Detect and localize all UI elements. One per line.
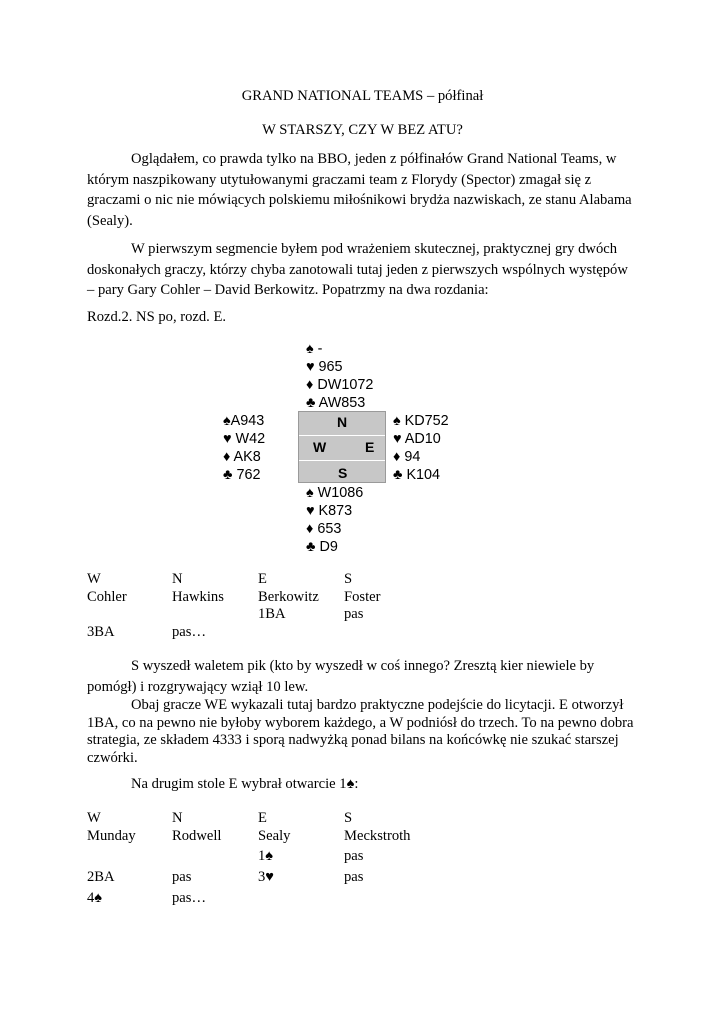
east-hearts: ♥ AD10 [393, 431, 441, 447]
bid-header: W [87, 810, 101, 826]
player-name: Meckstroth [344, 828, 411, 844]
paragraph-intro-1 [87, 149, 647, 231]
text-line: którym naszpikowany utytułowanymi graczami team z Florydy (Spector) zmagał się z [87, 171, 592, 188]
west-hearts: ♥ W42 [223, 431, 266, 447]
paragraph-commentary-3: Na drugim stole E wybrał otwarcie 1♠: [131, 776, 359, 792]
compass-box [298, 411, 386, 483]
player-name: Sealy [258, 828, 291, 844]
bid-cell: 1♠ [258, 848, 274, 864]
south-hand [306, 484, 363, 556]
north-diamonds: ♦ DW1072 [306, 377, 374, 393]
bid-cell: pas [344, 869, 364, 885]
west-diamonds: ♦ AK8 [223, 449, 261, 465]
text-line: (Sealy). [87, 212, 133, 229]
bid-cell: 2BA [87, 869, 115, 885]
compass-north: N [337, 414, 348, 430]
north-spades: ♠ - [306, 341, 323, 357]
west-clubs: ♣ 762 [223, 467, 261, 483]
south-hearts: ♥ K873 [306, 503, 353, 519]
text-line: strategia, ze składem 4333 i sporą nadwyżką ponad bilans na końcówkę nie szukać starszej [87, 732, 619, 748]
text-line: czwórki. [87, 749, 138, 766]
text-line: W pierwszym segmencie byłem pod wrażeniem skutecznej, praktycznej gry dwóch [131, 241, 618, 257]
text-line: 1BA, co na pewno nie byłoby wyborem każdego, a W podniósł do trzech. To na pewno dobra [87, 714, 634, 731]
north-hearts: ♥ 965 [306, 359, 343, 375]
player-name: Rodwell [172, 828, 222, 844]
compass-south: S [338, 465, 348, 481]
north-hand [306, 340, 373, 412]
east-hand [393, 412, 449, 484]
bid-header: E [258, 810, 267, 826]
bid-header: W [87, 571, 101, 587]
bid-header: E [258, 571, 267, 587]
compass-east: E [365, 439, 375, 455]
player-name: Munday [87, 828, 136, 844]
text-line: S wyszedł waletem pik (kto by wyszedł w coś innego? Zresztą kier niewiele by [131, 658, 595, 674]
west-spades: ♠A943 [223, 413, 265, 429]
bid-header: S [344, 810, 353, 826]
player-name: Cohler [87, 589, 127, 605]
bid-cell: pas [344, 848, 364, 864]
compass-west: W [313, 439, 327, 455]
player-name: Foster [344, 589, 381, 605]
west-hand [223, 412, 265, 484]
bid-header: S [344, 571, 353, 587]
bid-cell: pas [344, 606, 364, 622]
bid-cell: pas… [172, 890, 207, 906]
south-clubs: ♣ D9 [306, 539, 338, 555]
player-name: Berkowitz [258, 589, 319, 605]
bid-cell: pas… [172, 624, 207, 640]
bid-header: N [172, 810, 183, 826]
paragraph-intro-2 [87, 239, 647, 301]
page-title: GRAND NATIONAL TEAMS – półfinał [241, 88, 484, 104]
paragraph-commentary-2 [87, 697, 647, 767]
south-diamonds: ♦ 653 [306, 521, 342, 537]
text-line: Obaj gracze WE wykazali tutaj bardzo praktyczne podejście do licytacji. E otworzył [131, 697, 624, 713]
east-clubs: ♣ K104 [393, 467, 441, 483]
bid-cell: 1BA [258, 606, 286, 622]
page-subtitle: W STARSZY, CZY W BEZ ATU? [262, 122, 463, 138]
south-spades: ♠ W1086 [306, 485, 364, 501]
text-line: graczami o nic nie mówiących polskiemu miłośnikowi brydża nazwiskach, ze stanu Alabama [87, 192, 632, 208]
text-line: doskonałych graczy, którzy chyba zanotowali tutaj jeden z pierwszych wspólnych występów [87, 261, 628, 278]
player-name: Hawkins [172, 589, 224, 605]
bid-cell: 4♠ [87, 890, 103, 906]
east-diamonds: ♦ 94 [393, 449, 421, 465]
deal-label: Rozd.2. NS po, rozd. E. [87, 309, 227, 325]
bid-cell: 3♥ [258, 869, 274, 885]
text-line: – pary Gary Cohler – David Berkowitz. Popatrzmy na dwa rozdania: [87, 282, 489, 298]
north-clubs: ♣ AW853 [306, 395, 366, 411]
text-line: pomógł) i rozgrywający wziął 10 lew. [87, 678, 309, 695]
bid-cell: pas [172, 869, 192, 885]
paragraph-commentary-1 [87, 656, 647, 697]
east-spades: ♠ KD752 [393, 413, 449, 429]
bid-cell: 3BA [87, 624, 115, 640]
text-line: Oglądałem, co prawda tylko na BBO, jeden z półfinałów Grand National Teams, w [131, 151, 617, 167]
bid-header: N [172, 571, 183, 587]
